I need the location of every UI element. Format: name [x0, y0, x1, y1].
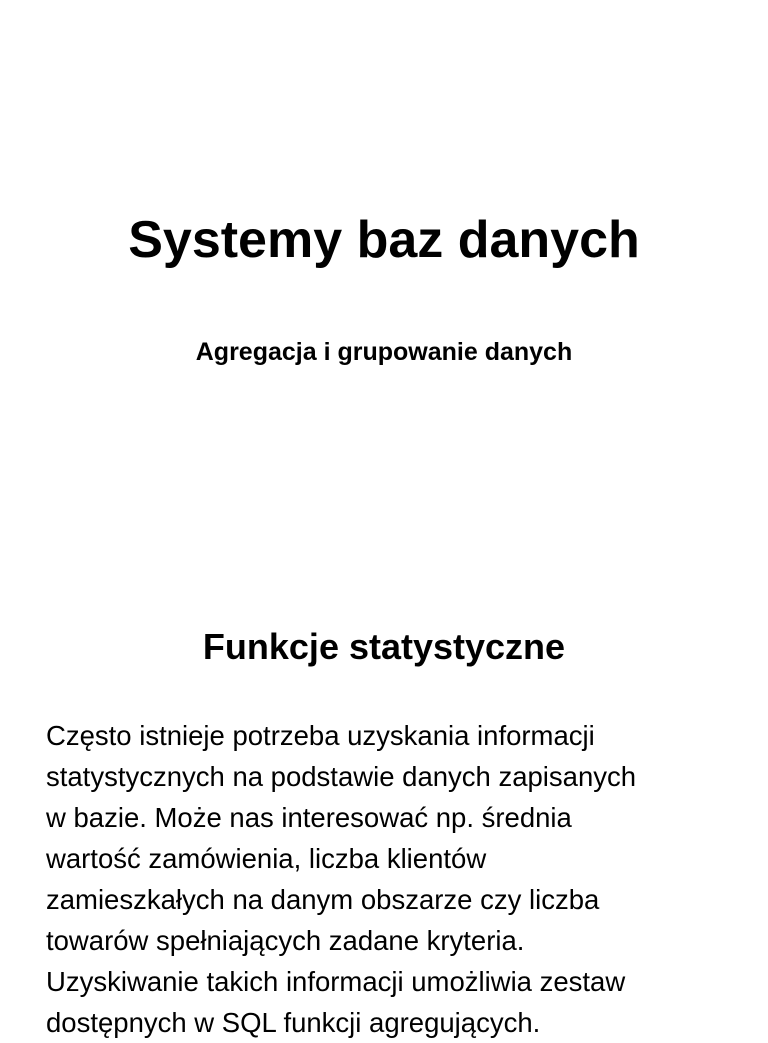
body-line: towarów spełniających zadane kryteria.	[46, 925, 525, 956]
body-line: Uzyskiwanie takich informacji umożliwia zestaw	[46, 966, 626, 997]
slide-title: Systemy baz danych	[128, 211, 640, 269]
body-line: w bazie. Może nas interesować np. średnia	[46, 802, 572, 833]
body-line: Często istnieje potrzeba uzyskania informacji	[46, 720, 595, 751]
body-line: statystycznych na podstawie danych zapisanych	[46, 761, 637, 792]
body-line: wartość zamówienia, liczba klientów	[46, 843, 487, 874]
section-body	[46, 715, 736, 1043]
section-title: Funkcje statystyczne	[202, 626, 566, 667]
body-line: zamieszkałych na danym obszarze czy liczba	[46, 884, 600, 915]
body-line: dostępnych w SQL funkcji agregujących.	[46, 1007, 541, 1038]
slide-subtitle: Agregacja i grupowanie danych	[195, 338, 573, 366]
